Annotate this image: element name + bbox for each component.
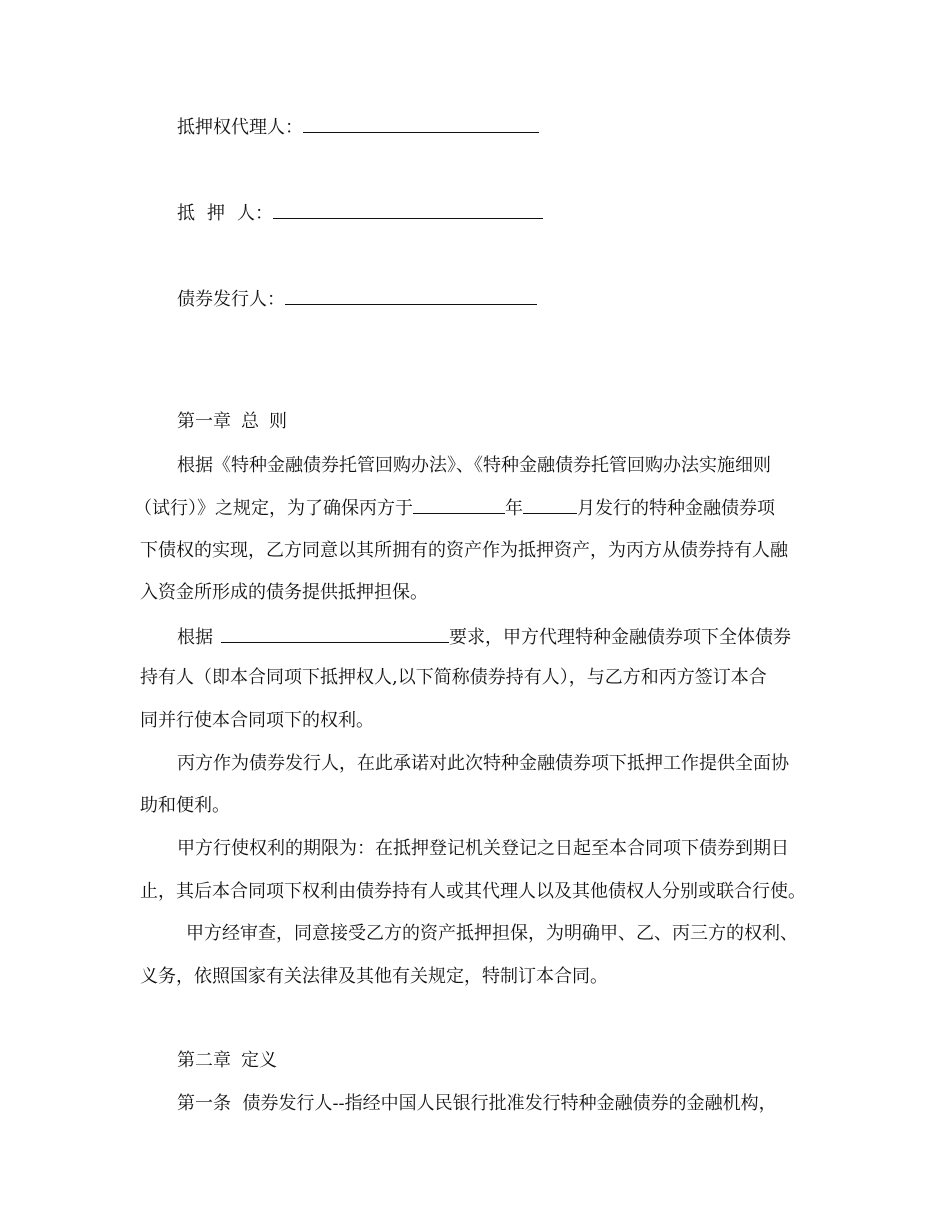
agent-blank	[303, 115, 539, 133]
p2-line-2: 持有人（即本合同项下抵押权人,以下简称债券持有人），与乙方和丙方签订本合	[140, 667, 767, 688]
issuer-blank	[285, 287, 537, 305]
p2-line-1a: 根据	[177, 627, 213, 648]
chapter1-heading	[177, 411, 287, 433]
p1-line-4: 入资金所形成的债务提供抵押担保。	[140, 582, 428, 603]
chapter1-heading-part-2: 则	[269, 411, 287, 432]
chapter2-heading-title: 定义	[241, 1050, 277, 1071]
p1-line-2c: 月发行的特种金融债券项	[577, 498, 775, 519]
p1-line-2	[134, 496, 775, 520]
p5-line-2: 义务，依照国家有关法律及其他有关规定，特制订本合同。	[140, 966, 608, 987]
p2-line-3: 同并行使本合同项下的权利。	[140, 710, 374, 731]
chapter2-heading-number: 第二章	[177, 1050, 231, 1071]
chapter1-heading-part-1: 总	[241, 411, 259, 432]
basis-blank	[221, 625, 449, 643]
year-blank	[413, 496, 505, 514]
agent-label: 抵押权代理人：	[177, 117, 303, 138]
p4-line-1: 甲方行使权利的期限为：在抵押登记机关登记之日起至本合同项下债券到期日	[177, 838, 789, 859]
mortgagor-label-part-1: 抵	[177, 203, 195, 224]
p3-line-1: 丙方作为债券发行人，在此承诺对此次特种金融债券项下抵押工作提供全面协	[177, 753, 789, 774]
p1-line-2a: （试行）》之规定，为了确保丙方于	[134, 498, 413, 519]
issuer-line	[177, 287, 537, 311]
chapter1-heading-number: 第一章	[177, 411, 231, 432]
p5-line-1: 甲方经审查，同意接受乙方的资产抵押担保，为明确甲、乙、丙三方的权利、	[186, 923, 798, 944]
p2-line-1b: 要求，甲方代理特种金融债券项下全体债券	[449, 627, 791, 648]
mortgagor-line	[177, 201, 543, 225]
article-1: 第一条 债券发行人--指经中国人民银行批准发行特种金融债券的金融机构，	[177, 1093, 777, 1114]
mortgagor-blank	[273, 201, 543, 219]
chapter2-heading	[177, 1050, 277, 1072]
p2-line-1	[177, 625, 791, 649]
month-blank	[523, 496, 577, 514]
p3-line-2: 助和便利。	[140, 795, 230, 816]
mortgagor-label-part-2: 押	[207, 203, 225, 224]
p4-line-2: 止，其后本合同项下权利由债券持有人或其代理人以及其他债权人分别或联合行使。	[140, 881, 806, 902]
p1-line-1: 根据《特种金融债券托管回购办法》、《特种金融债券托管回购办法实施细则	[177, 455, 771, 476]
issuer-label: 债券发行人：	[177, 289, 285, 310]
agent-line	[177, 115, 539, 139]
p1-line-3: 下债权的实现，乙方同意以其所拥有的资产作为抵押资产，为丙方从债券持有人融	[140, 540, 788, 561]
p1-line-2b: 年	[505, 498, 523, 519]
mortgagor-label-part-3: 人：	[237, 203, 273, 224]
